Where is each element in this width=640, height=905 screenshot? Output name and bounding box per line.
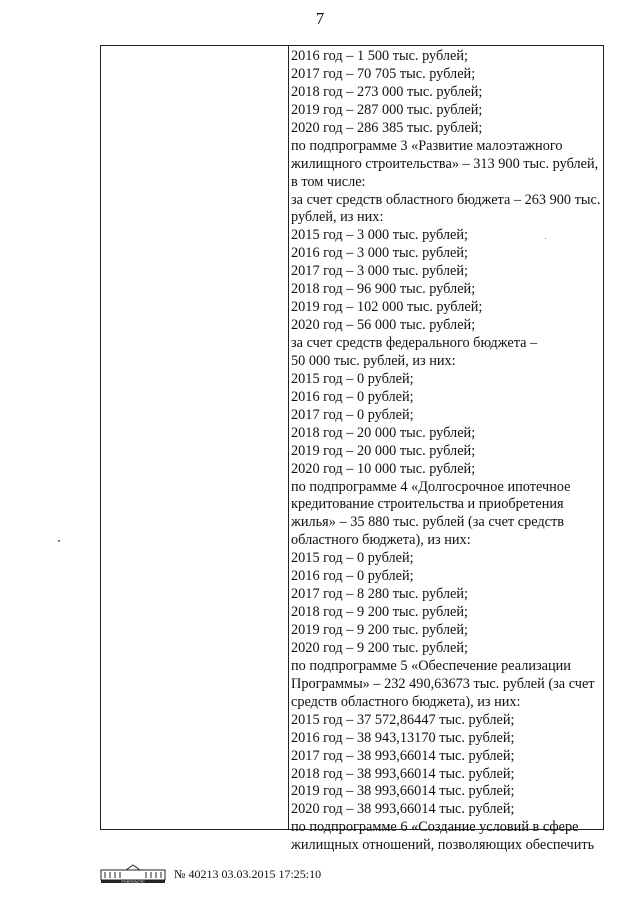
text-line: по подпрограмме 5 «Обеспечение реализации (291, 657, 571, 674)
text-line: областного бюджета), из них: (291, 532, 471, 549)
document-footer (100, 862, 520, 886)
text-line: 2017 год – 0 рублей; (291, 406, 414, 423)
text-line: 2016 год – 3 000 тыс. рублей; (291, 245, 469, 262)
text-line: 2017 год – 70 705 тыс. рублей; (291, 65, 476, 82)
text-line: по подпрограмме 3 «Развитие малоэтажного (291, 137, 563, 154)
text-line: 2019 год – 20 000 тыс. рублей; (291, 442, 476, 459)
text-line: 2020 год – 10 000 тыс. рублей; (291, 460, 476, 477)
text-line: рублей, из них: (291, 209, 384, 226)
government-building-stamp-icon (100, 864, 166, 884)
text-line: 2019 год – 102 000 тыс. рублей; (291, 299, 483, 316)
text-line: 2017 год – 3 000 тыс. рублей; (291, 263, 469, 280)
text-line: 50 000 тыс. рублей, из них: (291, 352, 456, 369)
text-line: кредитование строительства и приобретения (291, 496, 564, 513)
text-line: 2015 год – 3 000 тыс. рублей; (291, 227, 469, 244)
svg-text:ПРАВИТЕЛЬСТВО: ПРАВИТЕЛЬСТВО (121, 880, 145, 884)
text-line: жилья» – 35 880 тыс. рублей (за счет средств (291, 514, 565, 531)
text-line: 2019 год – 38 993,66014 тыс. рублей; (291, 783, 515, 800)
text-line: 2016 год – 0 рублей; (291, 388, 414, 405)
text-line: 2016 год – 1 500 тыс. рублей; (291, 48, 469, 64)
text-line: жилищных отношений, позволяющих обеспечить (291, 837, 595, 854)
document-registration-id: № 40213 03.03.2015 17:25:10 (174, 866, 322, 881)
text-line: 2018 год – 96 900 тыс. рублей; (291, 281, 476, 298)
text-line: 2020 год – 38 993,66014 тыс. рублей; (291, 801, 515, 818)
text-line: 2020 год – 56 000 тыс. рублей; (291, 317, 476, 334)
text-line: за счет средств областного бюджета – 263 900 тыс. (291, 191, 601, 208)
text-line: 2018 год – 273 000 тыс. рублей; (291, 83, 483, 100)
text-line: в том числе: (291, 173, 366, 190)
scan-speck (58, 540, 60, 542)
text-line: 2016 год – 38 943,13170 тыс. рублей; (291, 729, 515, 746)
text-line: 2019 год – 287 000 тыс. рублей; (291, 101, 483, 118)
text-line: 2017 год – 38 993,66014 тыс. рублей; (291, 747, 515, 764)
scan-speck (545, 238, 546, 239)
text-line: 2020 год – 286 385 тыс. рублей; (291, 119, 483, 136)
text-line: по подпрограмме 6 «Создание условий в сфере (291, 819, 579, 836)
text-line: 2015 год – 37 572,86447 тыс. рублей; (291, 711, 515, 728)
text-line: по подпрограмме 4 «Долгосрочное ипотечное (291, 478, 571, 495)
text-line: 2018 год – 9 200 тыс. рублей; (291, 604, 469, 621)
text-line: 2017 год – 8 280 тыс. рублей; (291, 586, 469, 603)
text-line: 2015 год – 0 рублей; (291, 370, 414, 387)
text-line: за счет средств федерального бюджета – (291, 335, 538, 351)
text-line: 2018 год – 20 000 тыс. рублей; (291, 424, 476, 441)
text-line: средств областного бюджета), из них: (291, 693, 521, 710)
text-line: 2018 год – 38 993,66014 тыс. рублей; (291, 765, 515, 782)
text-line: Программы» – 232 490,63673 тыс. рублей (за счет (291, 675, 595, 692)
text-line: 2019 год – 9 200 тыс. рублей; (291, 622, 469, 638)
text-line: жилищного строительства» – 313 900 тыс. рублей, (291, 155, 599, 172)
text-line: 2020 год – 9 200 тыс. рублей; (291, 639, 469, 656)
page-number: 7 (315, 9, 325, 28)
text-line: 2015 год – 0 рублей; (291, 550, 414, 567)
table-right-cell (291, 48, 609, 855)
column-divider (288, 45, 289, 830)
text-line: 2016 год – 0 рублей; (291, 568, 414, 585)
